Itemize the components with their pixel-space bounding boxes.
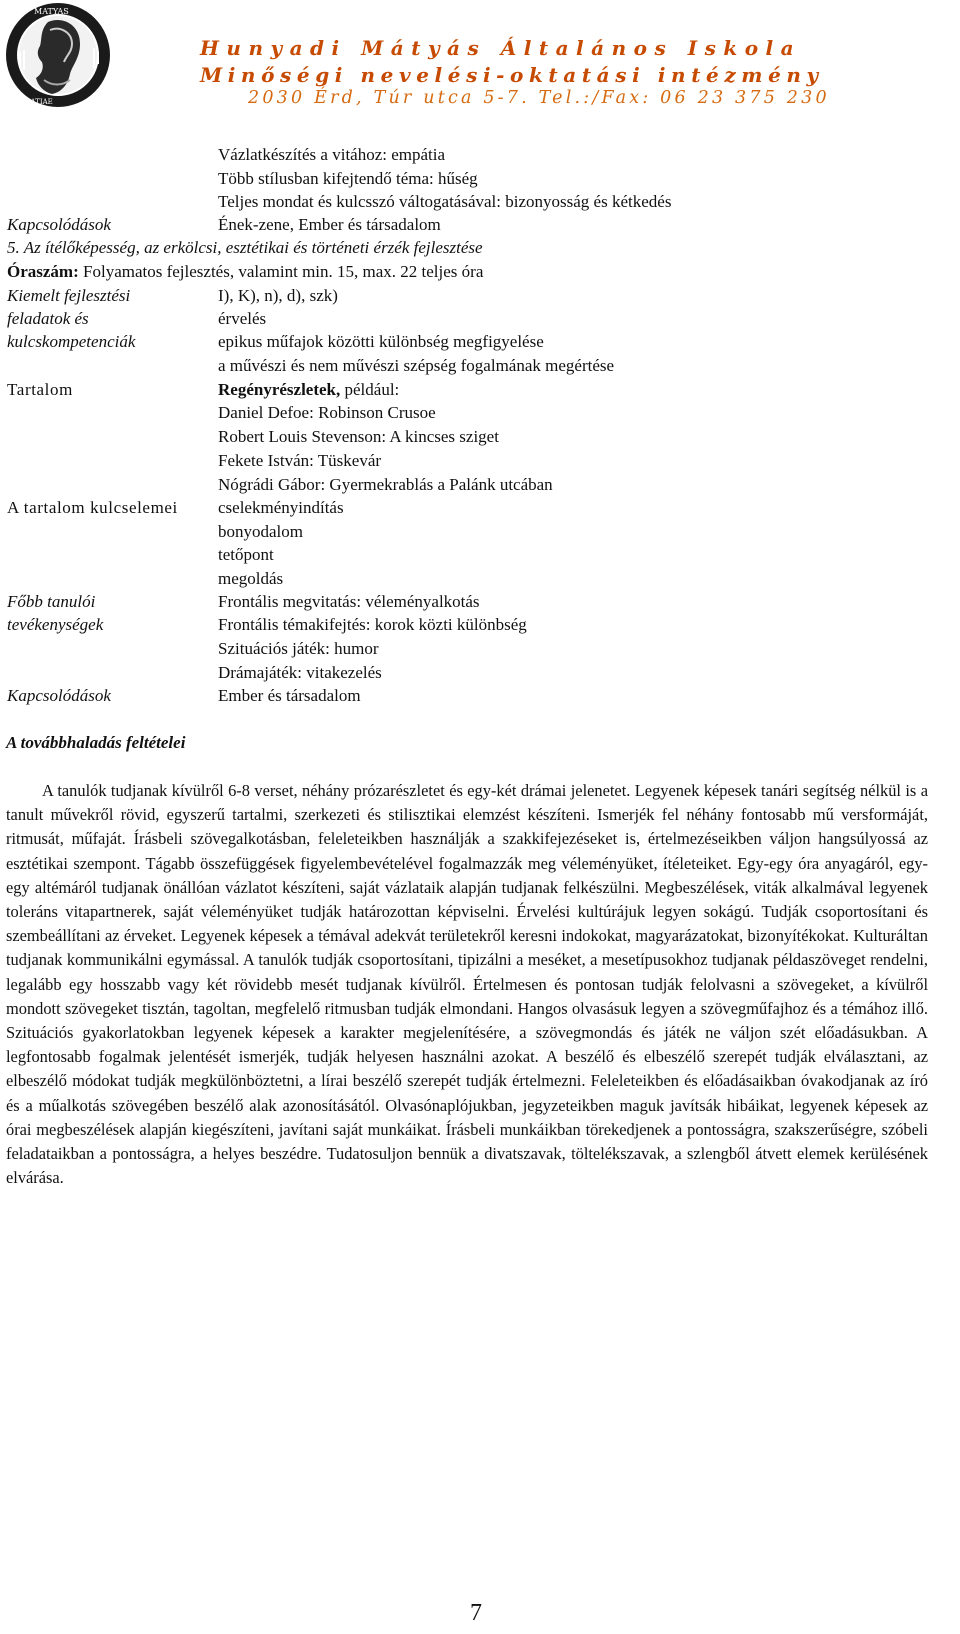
tartalom-heading-bold: Regényrészletek, <box>218 380 341 399</box>
kapcsolodasok-value: Ének-zene, Ember és társadalom <box>218 215 441 234</box>
kiemelt-label: feladatok és <box>7 309 89 328</box>
kiemelt-item: érvelés <box>218 309 267 328</box>
tartalom-heading <box>218 380 399 400</box>
prev-item: Vázlatkészítés a vitához: empátia <box>218 145 446 164</box>
tovabbhaladas-title: A továbbhaladás feltételei <box>6 733 186 752</box>
prev-item: Teljes mondat és kulcsszó váltogatásával: bizonyosság és kétkedés <box>218 192 672 211</box>
tartalom-item: Daniel Defoe: Robinson Crusoe <box>218 403 436 422</box>
school-seal-logo <box>0 0 116 110</box>
fobb-item: Frontális megvitatás: véleményalkotás <box>218 592 480 611</box>
kiemelt-item: I), K), n), d), szk) <box>218 286 338 305</box>
fobb-item: Frontális témakifejtés: korok közti különbség <box>218 615 527 634</box>
tartalom-heading-rest: például: <box>340 380 400 399</box>
kiemelt-item: a művészi és nem művészi szépség fogalmának megértése <box>218 356 615 375</box>
kapcsolodasok-label: Kapcsolódások <box>7 215 111 234</box>
kulcselemek-label: A tartalom kulcselemei <box>7 498 178 517</box>
tovabbhaladas-paragraph: A tanulók tudjanak kívülről 6-8 verset, néhány prózarészletet és egy-két drámai jelenetet. Legyenek képesek tanári segítség nélkül is a tanult művekről rövid, egyszerű tartalmi, szerkezeti és stilisztikai elemzést készíteni. Ismerjék fel néhány fontosabb mű versformáját, ritmusát, műfaját. Írásbeli szövegalkotásban, feleleteikben használják a szakkifejezéseket is, értelmezéseikben váljon hangsúlyossá az esztétikai szempont. Tágabb összefüggések figyelembevételével fogalmazzák meg véleményüket, ítéleteiket. Egy-egy óra anyagáról, egy-egy altémáról tudjanak önállóan vázlatot készíteni, saját vázlataik alapján tudjanak felkészülni. Megbeszélések, viták alkalmával legyenek toleráns vitapartnerek, saját véleményüket tudják határozottan képviselni. Érvelési kultúrájuk legyen sokágú. Tudják csoportosítani és szembeállítani az érveket. Legyenek képesek a témával adekvát területekről keresni indokokat, magyarázatokat, bizonyítékokat. Kulturáltan tudjanak kommunikálni egymással. A tanulók tudják csoportosítani, tipizálni a meséket, a mesetípusokhoz tudjanak példaszöveget rendelni, legalább egy hosszabb vagy két rövidebb mesét tudjanak kívülről. Értelmesen és pontosan tudják felolvasni a szövegeket, a kívülről mondott szövegeket tisztán, tagoltan, megfelelő ritmusban tudják elmondani. Hangos olvasásuk legyen a szövegműfajhoz és a témához illő. Szituációs gyakorlatokban legyenek képesek a karakter megjelenítésére, a szövegmondás és játék ne váljon szét előadásukban. A legfontosabb fogalmak jelentését ismerjék, tudják helyesen használni azokat. A beszélő és elbeszélő szerepét tudják elválasztani, az elbeszélő módokat tudják megkülönböztetni, a lírai beszélő szerepét tudják értelmezni. Feleleteikben és előadásaikban óvakodjanak az író és a műalkotás szövegében beszélő alak azonosításától. Olvasónaplójukban, jegyzeteikben maguk javítsák hibáikat, legyenek képesek az órai megbeszélések alapján kiegészíteni, javítani saját munkáikat. Írásbeli munkáikban törekedjenek a pontosságra, szakszerűségre, szóbeli feladataikban a pontosságra, a helyes beszédre. Tudatosuljon bennük a divatszavak, töltelékszavak, a szlengből átvett elemek kerülésének elvárása. <box>6 781 928 1188</box>
fobb-item: Drámajáték: vitakezelés <box>218 663 382 682</box>
fobb-item: Szituációs játék: humor <box>218 639 379 658</box>
kapcsolodasok-value: Ember és társadalom <box>218 686 361 705</box>
kapcsolodasok-label: Kapcsolódások <box>7 686 111 705</box>
school-address: 2030 Érd, Túr utca 5-7. Tel.:/Fax: 06 23 375 230 <box>248 88 830 108</box>
prev-item: Több stílusban kifejtendő téma: hűség <box>218 169 478 188</box>
fobb-label: tevékenységek <box>7 615 104 634</box>
kiemelt-item: epikus műfajok közötti különbség megfigyelése <box>218 332 544 351</box>
kulcselem-item: tetőpont <box>218 545 274 564</box>
page-header <box>0 0 960 114</box>
svg-text:DALMATIAE: DALMATIAE <box>8 98 53 106</box>
section-title: 5. Az ítélőképesség, az erkölcsi, esztétikai és történeti érzék fejlesztése <box>7 238 483 257</box>
page-number: 7 <box>470 1600 482 1626</box>
kulcselem-item: bonyodalom <box>218 522 303 541</box>
tartalom-item: Nógrádi Gábor: Gyermekrablás a Palánk utcában <box>218 475 553 494</box>
seal-lettering: MATYAS <box>34 7 69 16</box>
kulcselem-item: cselekményindítás <box>218 498 344 517</box>
oraszam-label: Óraszám: <box>7 262 79 281</box>
kulcselem-item: megoldás <box>218 569 284 588</box>
school-name: Hunyadi Mátyás Általános Iskola <box>200 36 802 60</box>
oraszam-line <box>7 262 483 282</box>
fobb-label: Főbb tanulói <box>7 592 96 611</box>
tartalom-item: Robert Louis Stevenson: A kincses sziget <box>218 427 499 446</box>
tartalom-label: Tartalom <box>7 380 73 399</box>
oraszam-value: Folyamatos fejlesztés, valamint min. 15, max. 22 teljes óra <box>83 262 484 281</box>
school-subtitle: Minőségi nevelési-oktatási intézmény <box>200 63 824 87</box>
kiemelt-label: kulcskompetenciák <box>7 332 136 351</box>
kiemelt-label: Kiemelt fejlesztési <box>7 286 131 305</box>
tartalom-item: Fekete István: Tüskevár <box>218 451 382 470</box>
